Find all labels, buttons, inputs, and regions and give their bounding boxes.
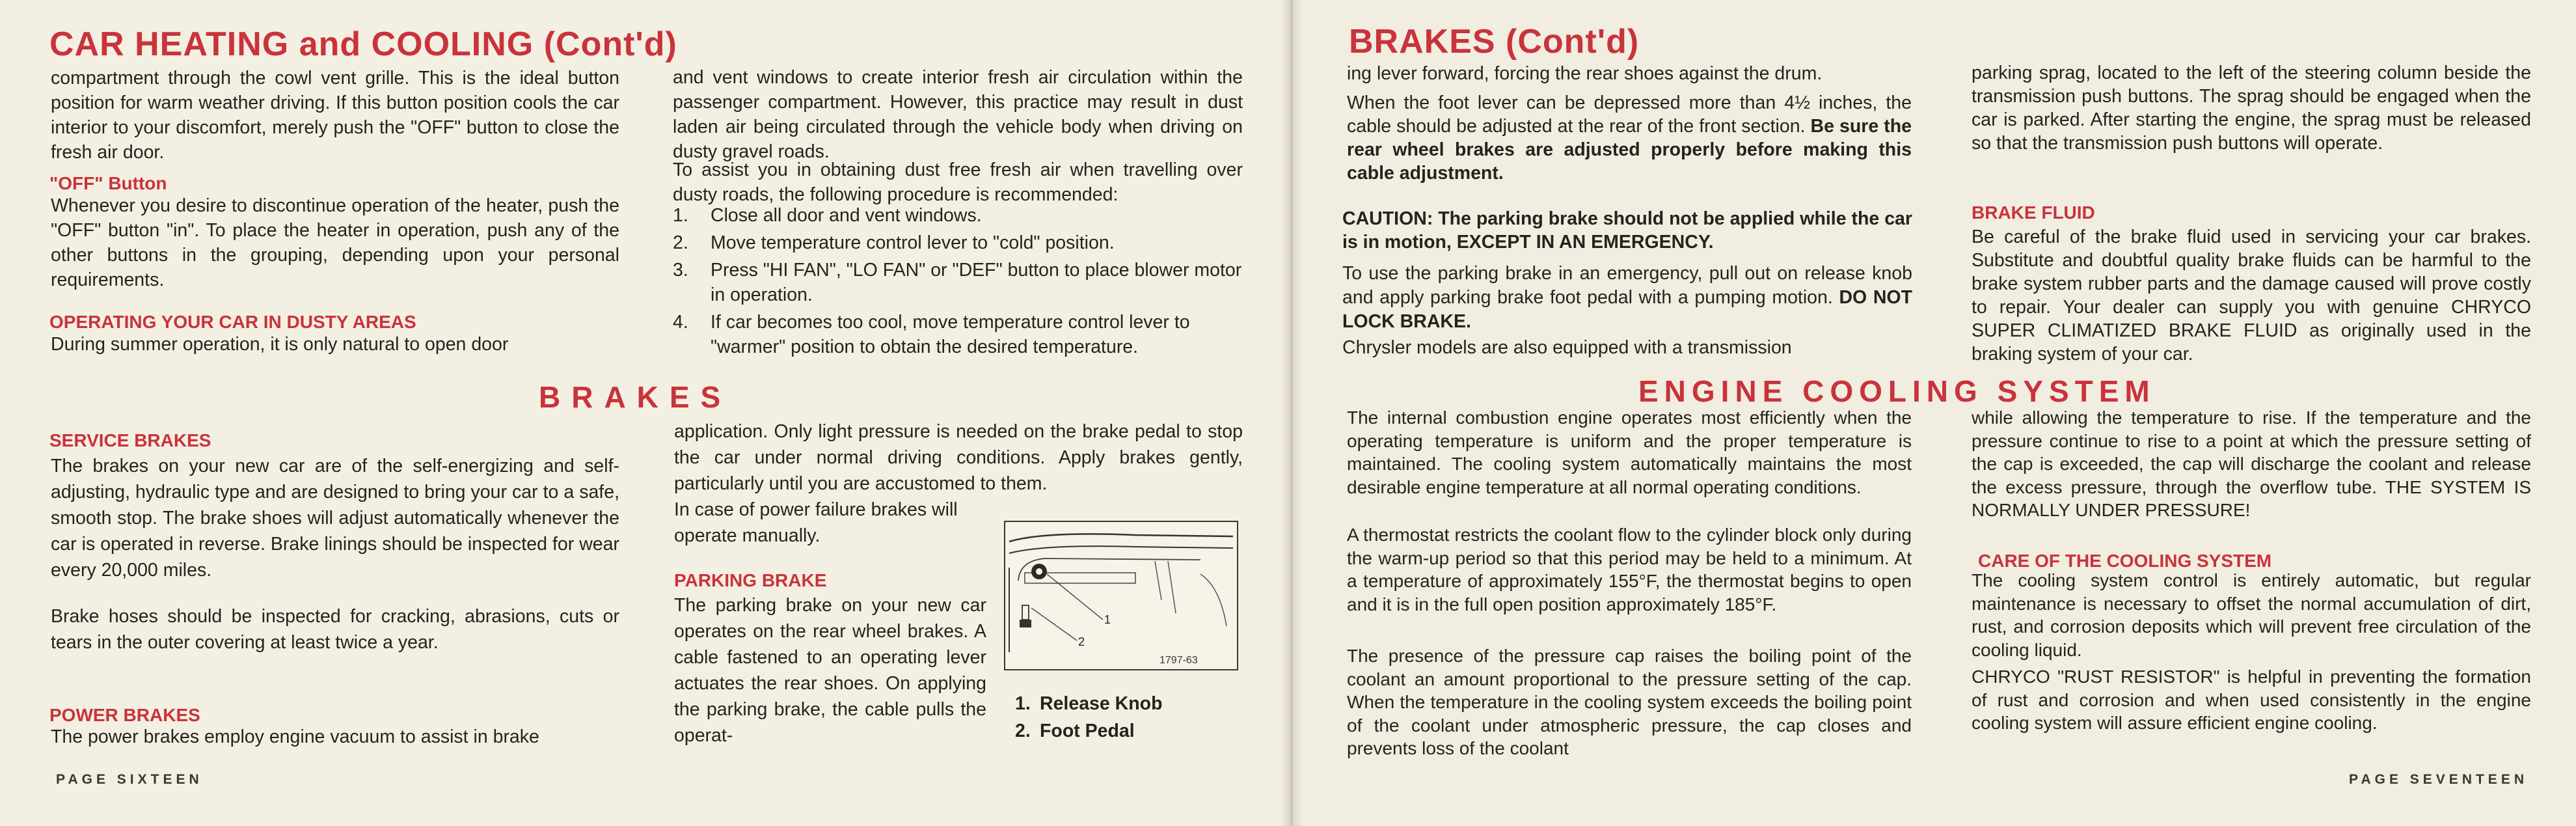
rust-resistor-paragraph: CHRYCO "RUST RESISTOR" is helpful in preventing the formation of rust and corrosion and when used consistently in the engine cooling system will assure efficient engine cooling. <box>1972 667 2531 733</box>
temperature-rise-paragraph: while allowing the temperature to rise. If the temperature and the pressure continue to rise to a point at which the pressure setting of the cap is exceeded, the cap will discharge the coolant and release the excess pressure, through the overflow tube. THE SYSTEM IS NORMALLY UNDER PRESSURE! <box>1972 407 2531 520</box>
parking-brake-diagram <box>1004 521 1238 670</box>
power-brakes-heading: POWER BRAKES <box>49 705 200 725</box>
dusty-procedure-list <box>673 203 1243 362</box>
parking-brake-paragraph: The parking brake on your new car operates on the rear wheel brakes. A cable fastened to an operating lever actuates the rear shoes. On applying the parking brake, the cable pulls the operat- <box>674 595 986 746</box>
cooling-care-paragraph: The cooling system control is entirely automatic, but regular maintenance is necessary to offset the normal accumulation of dirt, rust, and corrosion deposits which will prevent free circulation of the cooling liquid. <box>1972 570 2531 660</box>
service-brakes-heading: SERVICE BRAKES <box>49 430 211 450</box>
col1-intro-paragraph: compartment through the cowl vent grille. This is the ideal button position for warm weather driving. If this button position cools the car interior to your discomfort, merely push the "OFF" button to close the fresh air door. <box>51 68 619 163</box>
dusty-areas-heading: OPERATING YOUR CAR IN DUSTY AREAS <box>49 312 416 332</box>
foot-lever-paragraph: When the foot lever can be depressed more than 4½ inches, the cable should be adjusted at the rear of the front section. Be sure the rear wheel brakes are adjusted properly before making this cable adjustment. <box>1347 92 1912 184</box>
col2-assist-paragraph: To assist you in obtaining dust free fresh air when travelling over dusty roads, the following procedure is recommended: <box>673 159 1243 205</box>
transmission-sprag-paragraph: parking sprag, located to the left of the steering column beside the transmission push buttons. The sprag should be engaged when the car is parked. After starting the engine, the sprag must be released so that the transmission push buttons will operate. <box>1972 62 2531 154</box>
parking-brake-illustration <box>1005 522 1237 669</box>
cooling-care-heading: CARE OF THE COOLING SYSTEM <box>1978 551 2272 571</box>
brake-fluid-paragraph: Be careful of the brake fluid used in servicing your car brakes. Substitute and doubtful quality brake fluids can be harmful to the brake system rubber parts and the damage caused will prove costly to repair. Your dealer can supply you with genuine CHRYCO SUPER CLIMATIZED BRAKE FLUID as originally used in the braking system of your car. <box>1972 227 2531 365</box>
list-item: 4. If car becomes too cool, move temperature control lever to "warmer" position to obtain the desired temperature. <box>673 312 1190 357</box>
right-page <box>1292 0 2576 826</box>
brake-hoses-paragraph: Brake hoses should be inspected for cracking, abrasions, cuts or tears in the outer covering at least twice a year. <box>51 606 619 653</box>
legend-item-release-knob: 1. Release Knob <box>1015 693 1163 714</box>
list-item: 3. Press "HI FAN", "LO FAN" or "DEF" button to place blower motor in operation. <box>673 260 1242 305</box>
chrysler-models-paragraph: Chrysler models are also equipped with a transmission <box>1342 337 1792 358</box>
page-number-right: PAGE SEVENTEEN <box>2349 772 2528 787</box>
book-gutter <box>1281 0 1303 826</box>
cooling-section-title: ENGINE COOLING SYSTEM <box>1638 374 2156 408</box>
callout-1: 1 <box>1104 613 1111 626</box>
page-number-left: PAGE SIXTEEN <box>56 772 203 787</box>
list-item: 2. Move temperature control lever to "cold" position. <box>673 232 1115 253</box>
cooling-intro-paragraph: The internal combustion engine operates most efficiently when the operating temperature is uniform and the proper temperature is maintained. The cooling system automatically maintains the most desirable engine temperature at all normal operating conditions. <box>1347 407 1912 497</box>
brake-fluid-heading: BRAKE FLUID <box>1972 202 2095 223</box>
parking-brake-heading: PARKING BRAKE <box>674 570 827 590</box>
emergency-brake-paragraph: To use the parking brake in an emergency, pull out on release knob and apply parking brake foot pedal with a pumping motion. DO NOT LOCK BRAKE. <box>1342 263 1912 332</box>
service-brakes-paragraph: The brakes on your new car are of the self-energizing and self-adjusting, hydraulic type and are designed to bring your car to a safe, smooth stop. The brake shoes will adjust automatically whenever the car is operated in reverse. Brake linings should be inspected for wear every 20,000 miles. <box>51 456 619 581</box>
dusty-areas-paragraph: During summer operation, it is only natural to open door <box>51 334 509 355</box>
off-button-paragraph: Whenever you desire to discontinue operation of the heater, push the "OFF" button "in". To place the heater in operation, push any of the other buttons in the grouping, depending upon your personal requirements. <box>51 195 619 290</box>
power-brakes-paragraph: The power brakes employ engine vacuum to assist in brake <box>51 726 539 747</box>
power-failure-paragraph: In case of power failure brakes will operate manually. <box>674 499 958 546</box>
thermostat-paragraph: A thermostat restricts the coolant flow to the cylinder block only during the warm-up period so that this period may be held to a minimum. At a temperature of approximately 155°F, the thermostat begins to open and it is in the full open position approximately 185°F. <box>1347 525 1912 614</box>
figure-legend <box>1015 690 1162 745</box>
page-title: CAR HEATING and COOLING (Cont'd) <box>49 25 677 63</box>
brake-application-paragraph: application. Only light pressure is needed on the brake pedal to stop the car under normal driving conditions. Apply brakes gently, particularly until you are accustomed to them. <box>674 421 1243 494</box>
list-item: 1. Close all door and vent windows. <box>673 205 982 226</box>
off-button-heading: "OFF" Button <box>49 173 167 193</box>
figure-id-caption: 1797-63 <box>1159 655 1198 666</box>
cable-forward-paragraph: ing lever forward, forcing the rear shoes against the drum. <box>1347 63 1823 84</box>
brakes-section-title: BRAKES <box>539 380 732 414</box>
legend-item-foot-pedal: 2. Foot Pedal <box>1015 721 1135 741</box>
caution-paragraph: CAUTION: The parking brake should not be applied while the car is in motion, EXCEPT IN AN EMERGENCY. <box>1342 208 1912 253</box>
callout-2: 2 <box>1078 635 1085 648</box>
page-title: BRAKES (Cont'd) <box>1349 23 1640 61</box>
pressure-cap-paragraph: The presence of the pressure cap raises the boiling point of the coolant an amount proportional to the pressure setting of the cap. When the temperature in the cooling system exceeds the boiling point of the coolant under atmospheric pressure, the cap closes and prevents loss of the coolant <box>1347 646 1912 758</box>
col2-intro-paragraph: and vent windows to create interior fresh air circulation within the passenger compartment. However, this practice may result in dust laden air being circulated through the vehicle body when driving on dusty gravel roads. <box>673 67 1243 162</box>
